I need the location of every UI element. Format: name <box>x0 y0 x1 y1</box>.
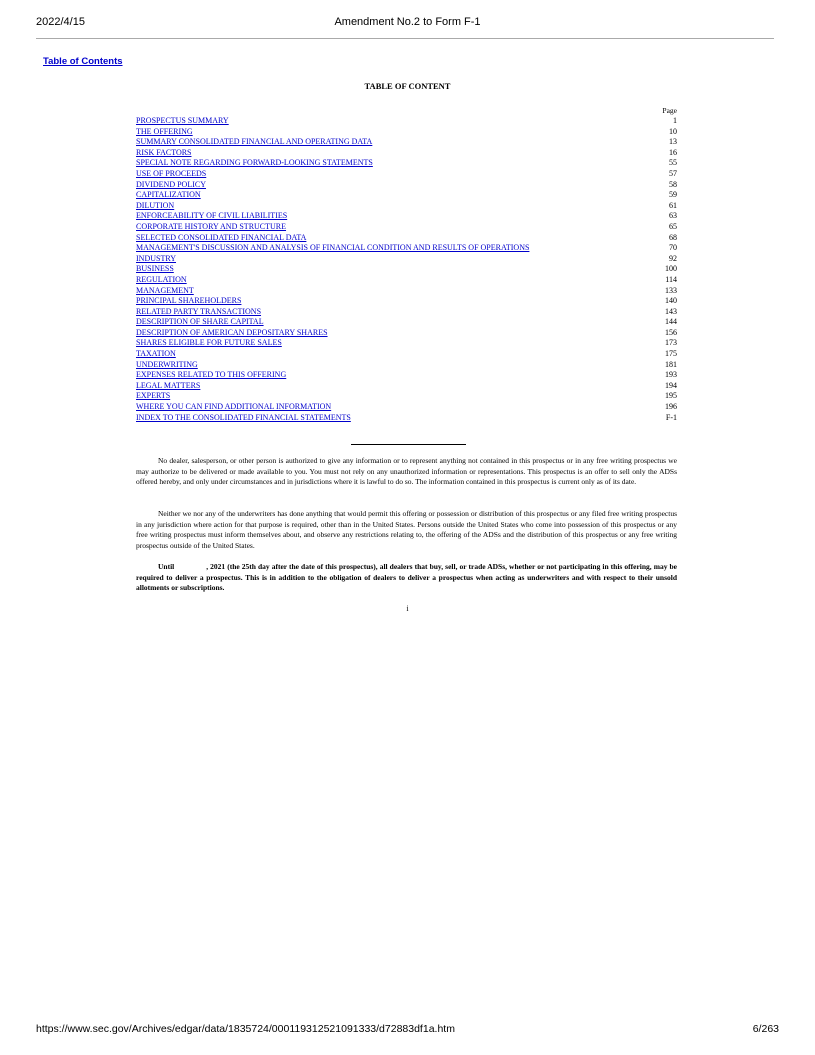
toc-entry-link[interactable]: SUMMARY CONSOLIDATED FINANCIAL AND OPERATING DATA <box>136 137 373 147</box>
toc-entry-link[interactable]: PROSPECTUS SUMMARY <box>136 116 229 125</box>
toc-entry-page: 114 <box>665 274 677 284</box>
header-title: Amendment No.2 to Form F-1 <box>334 16 481 28</box>
toc-entry-page: 173 <box>665 338 677 348</box>
toc-entry-page: 133 <box>665 285 677 295</box>
toc-entry <box>136 402 677 413</box>
toc-entry-link[interactable]: SELECTED CONSOLIDATED FINANCIAL DATA <box>136 232 307 242</box>
toc-entry-link[interactable]: ENFORCEABILITY OF CIVIL LIABILITIES <box>136 211 288 221</box>
toc-entry-link[interactable]: PRINCIPAL SHAREHOLDERS <box>136 296 242 306</box>
toc-entry-page: 100 <box>665 264 677 274</box>
toc-entry <box>136 349 677 360</box>
page-column-label: Page <box>662 106 677 115</box>
toc-entry <box>136 116 677 127</box>
toc-entry <box>136 413 677 424</box>
toc-entry-link[interactable]: CORPORATE HISTORY AND STRUCTURE <box>136 221 287 231</box>
toc-entry-page: 194 <box>665 380 677 390</box>
toc-entry <box>136 360 677 371</box>
toc-entry-link[interactable]: EXPENSES RELATED TO THIS OFFERING <box>136 370 287 380</box>
toc-entry <box>136 190 677 201</box>
toc-entry <box>136 328 677 339</box>
toc-entry-link[interactable]: RISK FACTORS <box>136 147 192 157</box>
toc-entry <box>136 222 677 233</box>
toc-entry <box>136 370 677 381</box>
toc-entry <box>136 296 677 307</box>
toc-entry-page: 195 <box>665 391 677 401</box>
toc-entry-link[interactable]: RELATED PARTY TRANSACTIONS <box>136 306 262 316</box>
toc-entry-page: 1 <box>673 116 677 125</box>
toc-entry-link[interactable]: SPECIAL NOTE REGARDING FORWARD-LOOKING STATEMENTS <box>136 158 373 168</box>
prospectus-delivery-lead: Until <box>158 562 175 571</box>
toc-entry-link[interactable]: TAXATION <box>136 349 176 359</box>
toc-heading: TABLE OF CONTENT <box>364 81 451 91</box>
toc-entry-link[interactable]: USE OF PROCEEDS <box>136 168 207 178</box>
prospectus-delivery-paragraph <box>136 562 677 594</box>
toc-entry <box>136 127 677 138</box>
toc-entry-link[interactable]: REGULATION <box>136 274 187 284</box>
toc-entry-page: 181 <box>665 359 677 369</box>
toc-list <box>136 116 677 423</box>
toc-entry <box>136 264 677 275</box>
header-date: 2022/4/15 <box>36 16 85 28</box>
toc-entry-link[interactable]: MANAGEMENT <box>136 285 194 295</box>
toc-entry <box>136 307 677 318</box>
underwriters-disclaimer-paragraph: Neither we nor any of the underwriters has done anything that would permit this offering or possession or distribution of this prospectus or any filed free writing prospectus in any jurisdiction where action for that purpose is required, other than in the United States. Persons outside the United States who come into possession of this prospectus or any free writing prospectus must inform themselves about, and observe any restrictions relating to, the offering of the ADSs and the distribution of this prospectus or any free writing prospectus outside of the United States. <box>136 509 677 550</box>
toc-entry-page: 68 <box>669 232 677 242</box>
toc-entry <box>136 201 677 212</box>
roman-page-number: i <box>406 604 409 613</box>
toc-entry-page: 140 <box>665 296 677 306</box>
toc-entry-link[interactable]: UNDERWRITING <box>136 359 198 369</box>
toc-entry-link[interactable]: DESCRIPTION OF AMERICAN DEPOSITARY SHARES <box>136 327 328 337</box>
toc-entry <box>136 243 677 254</box>
toc-entry-link[interactable]: LEGAL MATTERS <box>136 380 201 390</box>
toc-entry-page: F-1 <box>665 412 677 422</box>
toc-entry-link[interactable]: THE OFFERING <box>136 126 193 136</box>
prospectus-delivery-rest: , 2021 (the 25th day after the date of this prospectus), all dealers that buy, sell, or trade ADSs, whether or not participating in this offering, may be required to deliver a prospectus. This is in addition to the obligation of dealers to deliver a prospectus when acting as underwriters and with respect to their unsold allotments or subscriptions. <box>136 562 677 593</box>
toc-entry-link[interactable]: MANAGEMENT'S DISCUSSION AND ANALYSIS OF FINANCIAL CONDITION AND RESULTS OF OPERATIONS <box>136 243 530 253</box>
dealer-disclaimer-paragraph: No dealer, salesperson, or other person is authorized to give any information or to represent anything not contained in this prospectus or in any free writing prospectus we may authorize to be delivered or made available to you. You must not rely on any unauthorized information or representations. This prospectus is an offer to sell only the ADSs offered hereby, and only under circumstances and in jurisdictions where it is lawful to do so. The information contained in this prospectus is current only as of its date. <box>136 456 677 487</box>
toc-entry-page: 61 <box>669 200 677 210</box>
toc-entry <box>136 148 677 159</box>
toc-entry-page: 13 <box>669 137 677 147</box>
toc-entry-link[interactable]: DESCRIPTION OF SHARE CAPITAL <box>136 317 264 327</box>
header-divider <box>36 38 774 39</box>
section-divider <box>351 444 466 445</box>
toc-entry-page: 55 <box>669 158 677 168</box>
toc-entry-page: 70 <box>669 243 677 253</box>
toc-entry-page: 156 <box>665 327 677 337</box>
toc-entry-page: 59 <box>669 190 677 200</box>
toc-entry <box>136 338 677 349</box>
toc-entry-link[interactable]: INDEX TO THE CONSOLIDATED FINANCIAL STATEMENTS <box>136 412 351 422</box>
toc-entry <box>136 169 677 180</box>
toc-entry-page: 175 <box>665 349 677 359</box>
toc-entry <box>136 317 677 328</box>
toc-entry-link[interactable]: BUSINESS <box>136 264 174 274</box>
toc-entry-link[interactable]: CAPITALIZATION <box>136 190 201 200</box>
toc-entry <box>136 211 677 222</box>
footer-url: https://www.sec.gov/Archives/edgar/data/1835724/000119312521091333/d72883df1a.htm <box>36 1023 455 1035</box>
toc-entry-link[interactable]: WHERE YOU CAN FIND ADDITIONAL INFORMATION <box>136 402 332 412</box>
toc-entry <box>136 233 677 244</box>
toc-entry-page: 143 <box>665 306 677 316</box>
toc-entry-page: 63 <box>669 211 677 221</box>
toc-entry <box>136 137 677 148</box>
toc-entry-link[interactable]: DIVIDEND POLICY <box>136 179 206 189</box>
toc-entry-page: 92 <box>669 253 677 263</box>
toc-entry-page: 57 <box>669 168 677 178</box>
toc-entry-page: 16 <box>669 147 677 157</box>
toc-entry-link[interactable]: INDUSTRY <box>136 253 177 263</box>
toc-entry <box>136 275 677 286</box>
toc-entry-page: 65 <box>669 221 677 231</box>
toc-entry-page: 144 <box>665 317 677 327</box>
toc-entry-page: 58 <box>669 179 677 189</box>
toc-entry-page: 10 <box>669 126 677 136</box>
table-of-contents-link[interactable]: Table of Contents <box>43 56 123 67</box>
toc-entry <box>136 180 677 191</box>
toc-entry <box>136 158 677 169</box>
toc-entry <box>136 381 677 392</box>
footer-page-count: 6/263 <box>752 1023 779 1035</box>
toc-entry-page: 196 <box>665 402 677 412</box>
toc-entry-link[interactable]: EXPERTS <box>136 391 171 401</box>
toc-entry <box>136 286 677 297</box>
toc-entry <box>136 254 677 265</box>
toc-entry <box>136 391 677 402</box>
toc-entry-page: 193 <box>665 370 677 380</box>
toc-entry-link[interactable]: SHARES ELIGIBLE FOR FUTURE SALES <box>136 338 282 348</box>
toc-entry-link[interactable]: DILUTION <box>136 200 175 210</box>
